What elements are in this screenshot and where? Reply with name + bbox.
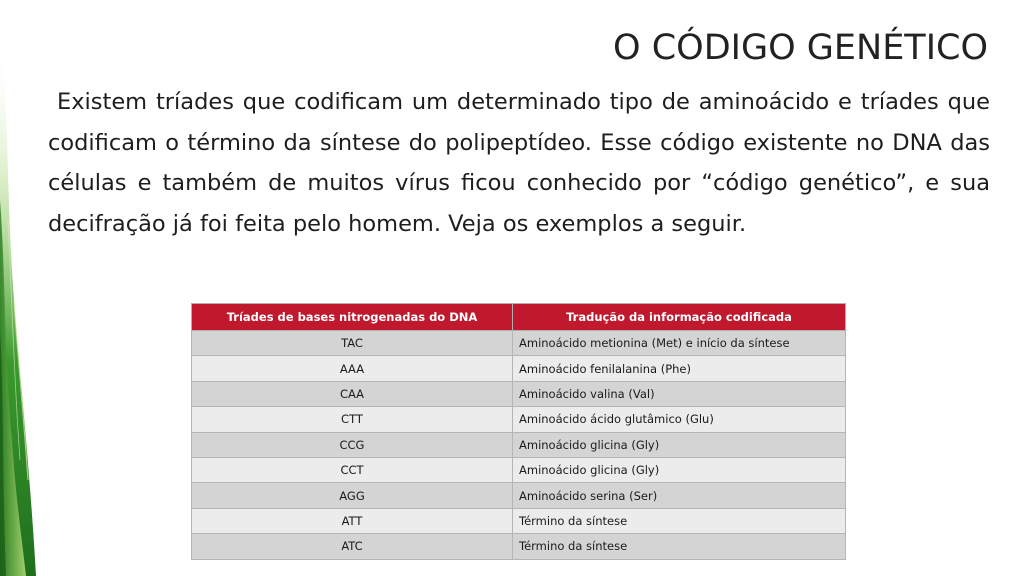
slide-title: O CÓDIGO GENÉTICO: [613, 28, 988, 68]
triad-cell: TAC: [192, 331, 513, 356]
triad-cell: AAA: [192, 356, 513, 381]
translation-cell: Término da síntese: [513, 508, 846, 533]
table-row: [192, 508, 846, 533]
triad-cell: ATT: [192, 508, 513, 533]
table-row: [192, 483, 846, 508]
header-triads: Tríades de bases nitrogenadas do DNA: [192, 304, 513, 331]
triad-cell: AGG: [192, 483, 513, 508]
table-body: [192, 331, 846, 560]
table-row: [192, 356, 846, 381]
triad-cell: ATC: [192, 534, 513, 559]
translation-cell: Aminoácido valina (Val): [513, 381, 846, 406]
table-row: [192, 407, 846, 432]
triad-cell: CTT: [192, 407, 513, 432]
table-row: [192, 331, 846, 356]
triad-cell: CCT: [192, 457, 513, 482]
green-decoration: [0, 0, 36, 576]
translation-cell: Aminoácido ácido glutâmico (Glu): [513, 407, 846, 432]
translation-cell: Aminoácido serina (Ser): [513, 483, 846, 508]
translation-cell: Aminoácido fenilalanina (Phe): [513, 356, 846, 381]
triad-cell: CAA: [192, 381, 513, 406]
translation-cell: Término da síntese: [513, 534, 846, 559]
table-header-row: [192, 304, 846, 331]
genetic-code-table: [191, 303, 846, 560]
translation-cell: Aminoácido glicina (Gly): [513, 457, 846, 482]
table-row: [192, 457, 846, 482]
table-row: [192, 381, 846, 406]
table-row: [192, 534, 846, 559]
table-header: [192, 304, 846, 331]
body-paragraph: Existem tríades que codificam um determinado tipo de aminoácido e tríades que codificam o término da síntese do polipeptídeo. Esse código existente no DNA das células e também de muitos vírus ficou conhecido por “código genético”, e sua decifração já foi feita pelo homem. Veja os exemplos a seguir.: [48, 89, 990, 237]
green-wave-graphic: [0, 0, 36, 576]
translation-cell: Aminoácido metionina (Met) e início da síntese: [513, 331, 846, 356]
header-translation: Tradução da informação codificada: [513, 304, 846, 331]
triad-cell: CCG: [192, 432, 513, 457]
table-row: [192, 432, 846, 457]
translation-cell: Aminoácido glicina (Gly): [513, 432, 846, 457]
